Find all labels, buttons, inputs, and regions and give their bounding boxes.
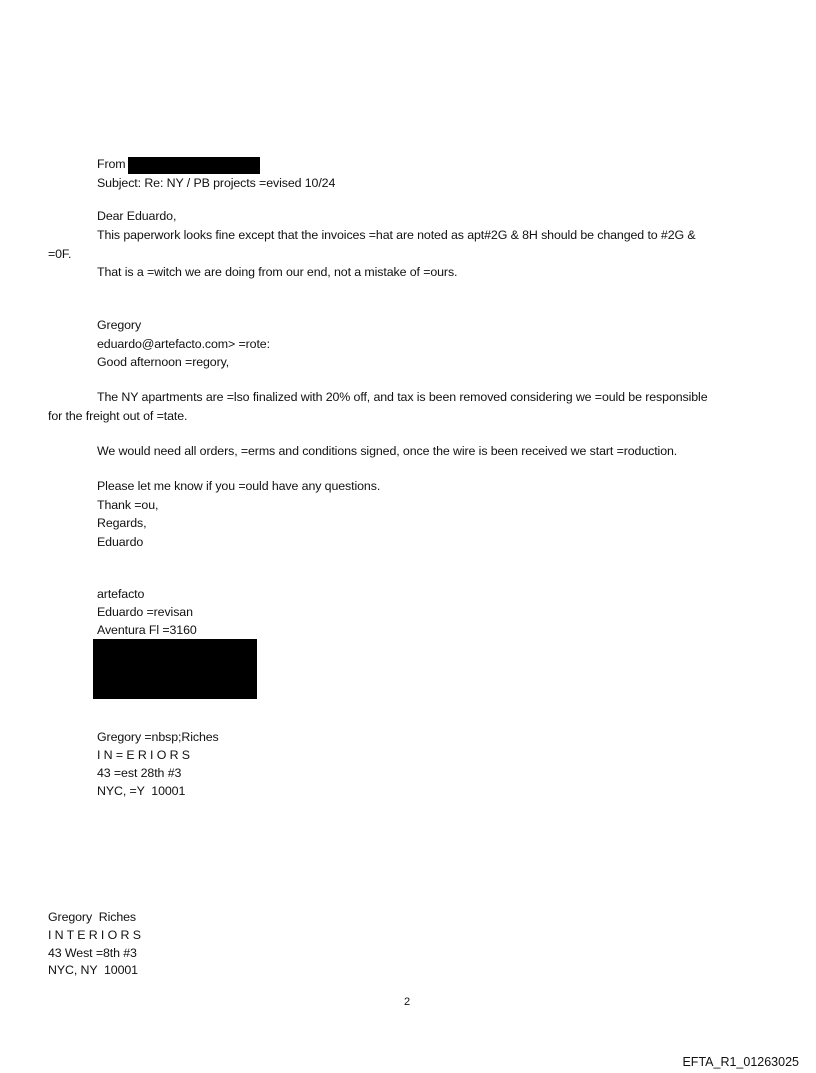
- sig-company: I N T E R I O R S: [48, 928, 141, 942]
- signature-company: artefacto: [97, 587, 145, 601]
- from-label: From: [97, 157, 126, 171]
- signature-address: Aventura Fl =3160: [97, 623, 197, 637]
- quote-paragraph-2: We would need all orders, =erms and conditions signed, once the wire is been received we start =roduction.: [97, 444, 678, 458]
- quoted-sig-street: 43 =est 28th #3: [97, 766, 182, 780]
- signature-name: Eduardo =revisan: [97, 605, 193, 619]
- sig-name: Gregory Riches: [48, 910, 137, 924]
- redaction-signature: [93, 639, 257, 699]
- reply-signoff: Gregory: [97, 318, 142, 332]
- reply-line-1: This paperwork looks fine except that the invoices =hat are noted as apt#2G & 8H should be changed to #2G &: [97, 228, 696, 242]
- reply-line-2: That is a =witch we are doing from our end, not a mistake of =ours.: [97, 265, 458, 279]
- quote-name: Eduardo: [97, 535, 144, 549]
- quote-paragraph-1: The NY apartments are =lso finalized with 20% off, and tax is been removed considering we =ould be responsible: [97, 390, 708, 404]
- redaction-from: [128, 157, 260, 174]
- subject-line: Subject: Re: NY / PB projects =evised 10/24: [97, 176, 336, 190]
- quoted-sig-company: I N = E R I O R S: [97, 748, 190, 762]
- quote-thanks: Thank =ou,: [97, 498, 159, 512]
- reply-line-1-wrap: =0F.: [48, 247, 72, 261]
- page-number: 2: [404, 996, 411, 1008]
- quote-greeting: Good afternoon =regory,: [97, 355, 230, 369]
- quoted-sig-name: Gregory =nbsp;Riches: [97, 730, 219, 744]
- quote-attribution: eduardo@artefacto.com> =rote:: [97, 337, 270, 351]
- quote-paragraph-3: Please let me know if you =ould have any questions.: [97, 479, 381, 493]
- greeting: Dear Eduardo,: [97, 209, 177, 223]
- sig-street: 43 West =8th #3: [48, 946, 137, 960]
- sig-city: NYC, NY 10001: [48, 963, 138, 977]
- quote-paragraph-1-wrap: for the freight out of =tate.: [48, 409, 188, 423]
- quote-regards: Regards,: [97, 516, 147, 530]
- bates-number: EFTA_R1_01263025: [682, 1055, 799, 1069]
- quoted-sig-city: NYC, =Y 10001: [97, 784, 186, 798]
